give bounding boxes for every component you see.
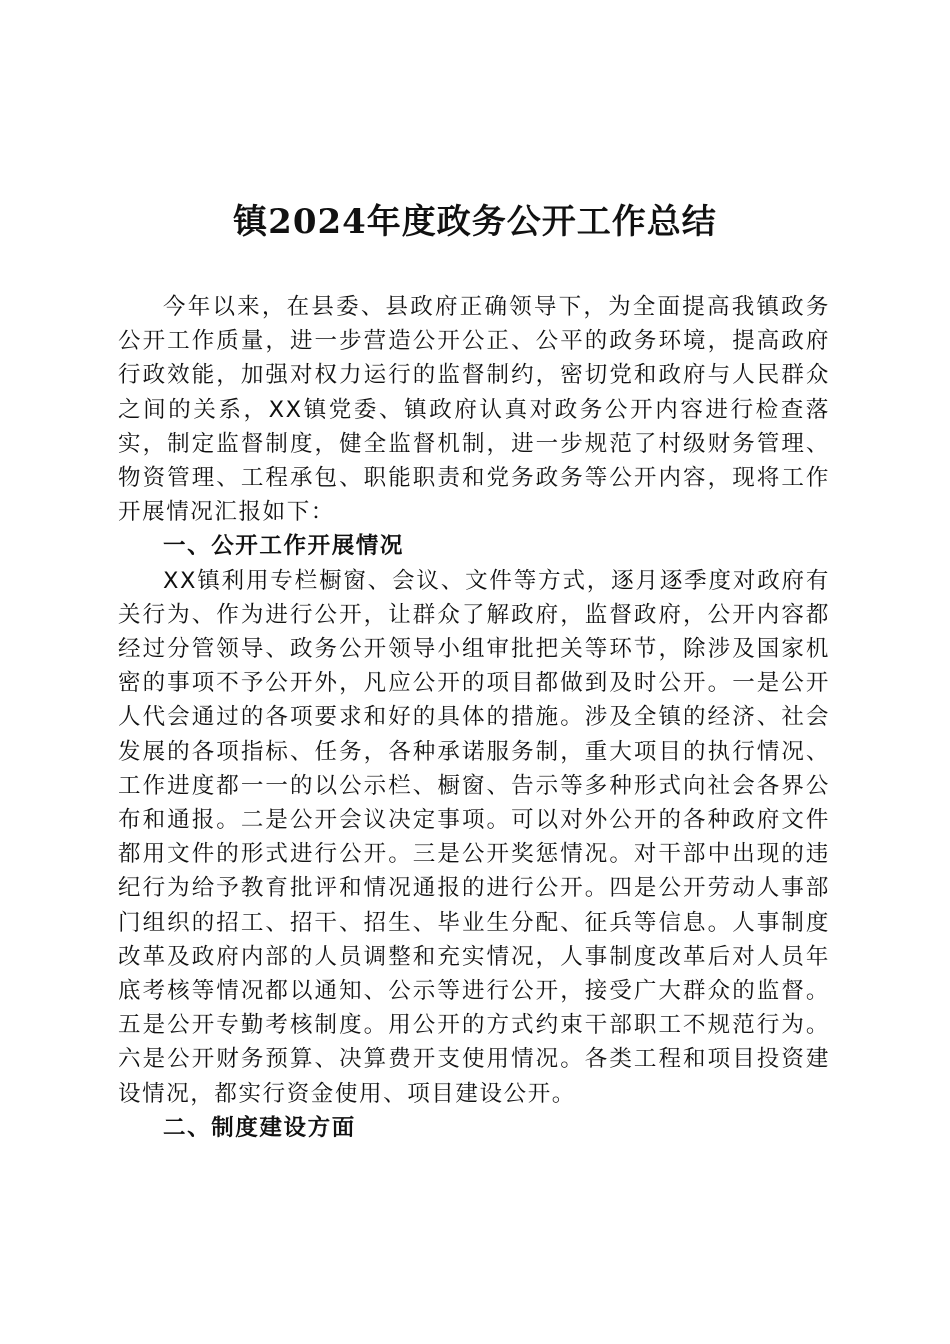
document-body: [118, 290, 830, 1145]
intro-paragraph: 今年以来，在县委、县政府正确领导下，为全面提高我镇政务公开工作质量，进一步营造公开公正、公平的政务环境，提高政府行政效能，加强对权力运行的监督制约，密切党和政府与人民群众之间的关系，XX镇党委、镇政府认真对政务公开内容进行检查落实，制定监督制度，健全监督机制，进一步规范了村级财务管理、物资管理、工程承包、职能职责和党务政务等公开内容，现将工作开展情况汇报如下：: [118, 294, 830, 526]
section-heading-1: 一、公开工作开展情况: [163, 533, 405, 560]
document-title: 镇2024年度政务公开工作总结: [233, 202, 717, 242]
section-1-paragraph: XX镇利用专栏橱窗、会议、文件等方式，逐月逐季度对政府有关行为、作为进行公开，让群众了解政府，监督政府，公开内容都经过分管领导、政务公开领导小组审批把关等环节，除涉及国家机密的事项不予公开外，凡应公开的项目都做到及时公开。一是公开人代会通过的各项要求和好的具体的措施。涉及全镇的经济、社会发展的各项指标、任务，各种承诺服务制，重大项目的执行情况、工作进度都一一的以公示栏、橱窗、告示等多种形式向社会各界公布和通报。二是公开会议决定事项。可以对外公开的各种政府文件都用文件的形式进行公开。三是公开奖惩情况。对干部中出现的违纪行为给予教育批评和情况通报的进行公开。四是公开劳动人事部门组织的招工、招干、招生、毕业生分配、征兵等信息。人事制度改革及政府内部的人员调整和充实情况，人事制度改革后对人员年底考核等情况都以通知、公示等进行公开，接受广大群众的监督。五是公开专勤考核制度。用公开的方式约束干部职工不规范行为。六是公开财务预算、决算费开支使用情况。各类工程和项目投资建设情况，都实行资金使用、项目建设公开。: [118, 567, 830, 1107]
section-heading-2: 二、制度建设方面: [163, 1114, 356, 1141]
